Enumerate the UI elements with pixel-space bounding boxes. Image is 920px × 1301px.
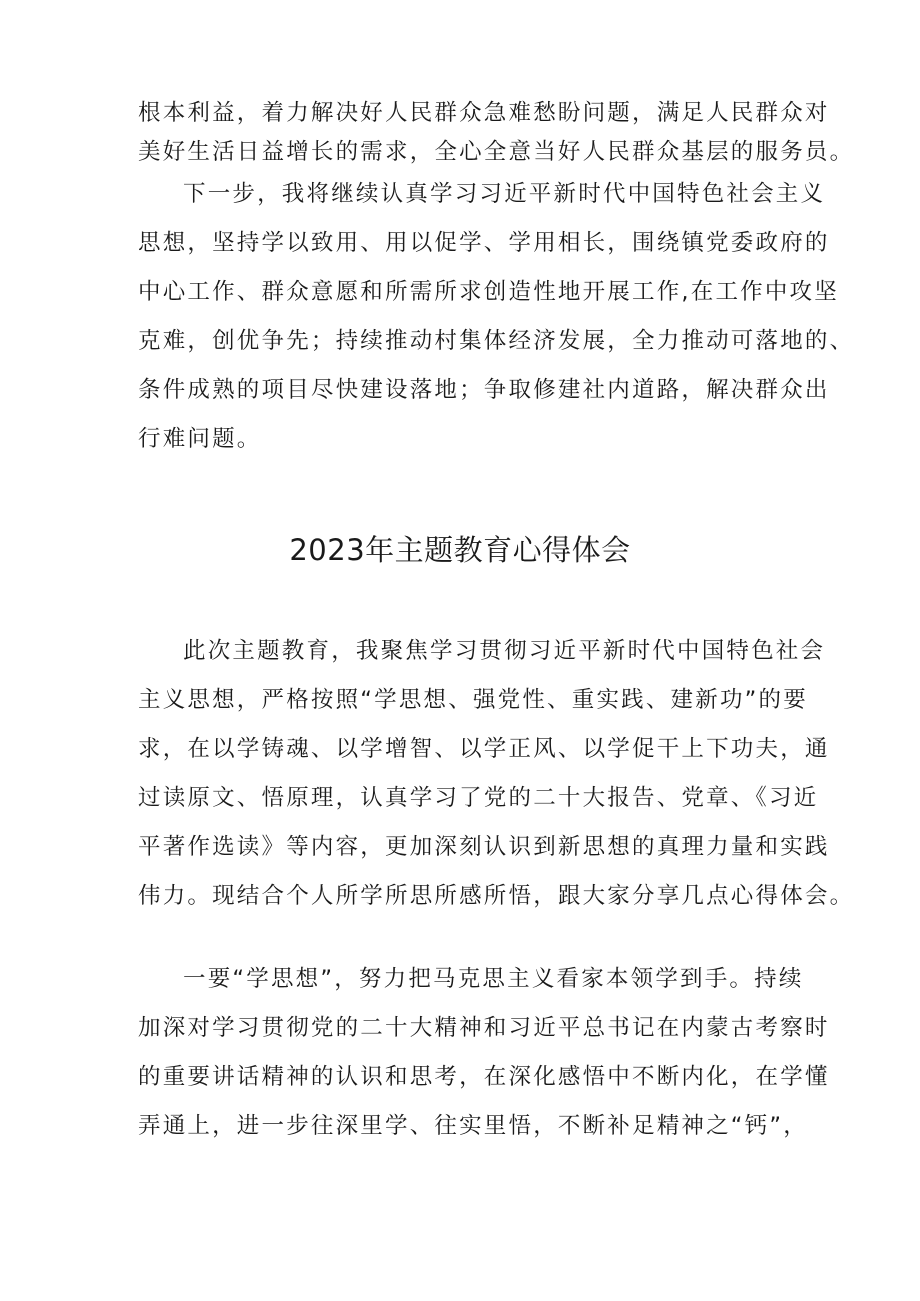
paragraph-line: 下一步，我将继续认真学习习近平新时代中国特色社会主义	[183, 181, 826, 207]
paragraph-line: 弄通上，进一步往深里学、往实里悟，不断补足精神之“钙”，	[138, 1113, 808, 1139]
paragraph-line: 条件成熟的项目尽快建设落地；争取修建社内道路，解决群众出	[138, 377, 830, 403]
paragraph-line: 一要“学思想”，努力把马克思主义看家本领学到手。持续	[183, 966, 804, 992]
paragraph-line: 行难问题。	[138, 426, 262, 452]
paragraph-line: 克难，创优争先；持续推动村集体经济发展，全力推动可落地的、	[138, 328, 855, 354]
paragraph-line: 此次主题教育，我聚焦学习贯彻习近平新时代中国特色社会	[183, 638, 826, 664]
paragraph-line: 根本利益，着力解决好人民群众急难愁盼问题，满足人民群众对	[138, 100, 830, 126]
document-title: 2023年主题教育心得体会	[289, 533, 631, 567]
paragraph-line: 美好生活日益增长的需求，全心全意当好人民群众基层的服务员。	[138, 139, 855, 165]
paragraph-line: 过读原文、悟原理，认真学习了党的二十大报告、党章、《习近	[138, 785, 819, 811]
paragraph-line: 加深对学习贯彻党的二十大精神和习近平总书记在内蒙古考察时	[138, 1015, 830, 1041]
paragraph-line: 平著作选读》等内容，更加深刻认识到新思想的真理力量和实践	[138, 834, 830, 860]
paragraph-line: 的重要讲话精神的认识和思考，在深化感悟中不断内化，在学懂	[138, 1064, 830, 1090]
paragraph-line: 主义思想，严格按照“学思想、强党性、重实践、建新功”的要	[138, 687, 808, 713]
paragraph-line: 伟力。现结合个人所学所思所感所悟，跟大家分享几点心得体会。	[138, 883, 855, 909]
paragraph-line: 中心工作、群众意愿和所需所求创造性地开展工作,在工作中攻坚	[138, 279, 839, 305]
paragraph-line: 思想，坚持学以致用、用以促学、学用相长，围绕镇党委政府的	[138, 230, 830, 256]
paragraph-line: 求，在以学铸魂、以学增智、以学正风、以学促干上下功夫，通	[138, 736, 830, 762]
